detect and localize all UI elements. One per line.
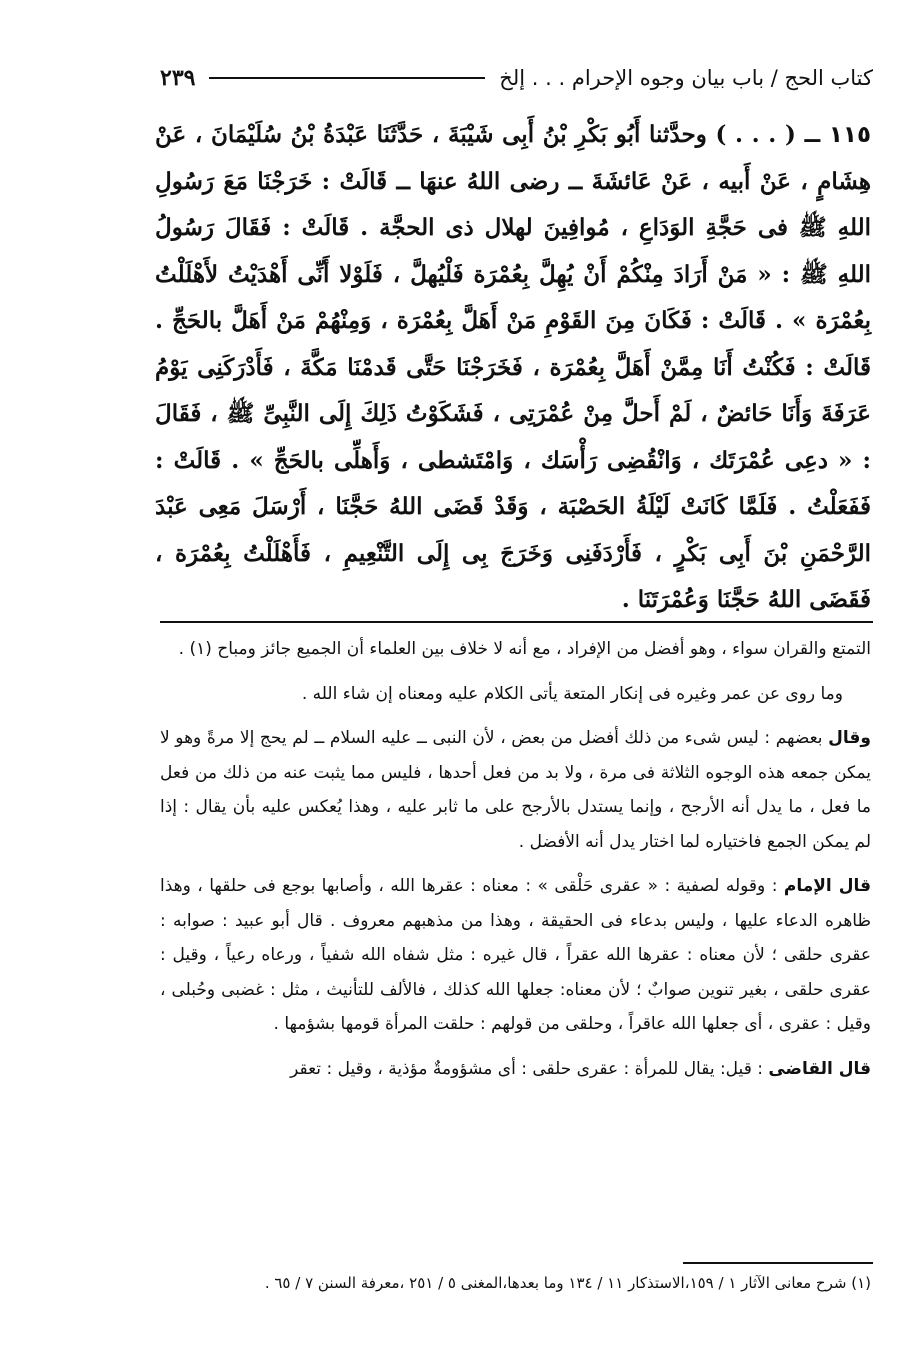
commentary-lead-5: قال القاضى [768,1058,871,1079]
commentary-divider [160,621,873,623]
commentary-text-1: التمتع والقران سواء ، وهو أفضل من الإفراد ، مع أنه لا خلاف بين العلماء أن الجميع جائز ومباح (١) . [178,639,871,659]
commentary-paragraph-4 [160,869,871,1042]
footnote-divider [683,1262,873,1264]
footnote-text: (١) شرح معانى الآثار ١ / ١٥٩،الاستذكار ١١ / ١٣٤ وما بعدها،المغنى ٥ / ٢٥١ ،معرفة السنن ٧ / ٦٥ . [264,1274,871,1292]
hadith-number: ١١٥ ــ [804,122,871,148]
commentary-lead-4: قال الإمام [783,876,871,896]
commentary-text-2: وما روى عن عمر وغيره فى إنكار المتعة يأتى الكلام عليه ومعناه إن شاء الله . [301,683,843,704]
header-rule [209,77,485,79]
commentary-text-3: بعضهم : ليس شىء من ذلك أفضل من بعض ، لأن النبى ــ عليه السلام ــ لم يحج إلا مرةً وهو لا يمكن جمعه هذه الوجوه الثلاثة فى مرة ، ولا بد من فعل أحدها ، فليس مما يثبت عنه من ذلك من فعل ما فعل ، ما يدل أنه الأرجح ، وإنما يستدل بالأرجح على ما ثابر عليه ، وهذا يُعكس عليه بأن يقال : إذا لم يمكن الجمع فاختياره لما اختار يدل أنه الأفضل . [160,728,871,852]
commentary-paragraph-5 [160,1052,871,1087]
hadith-text-block [155,112,871,624]
page-number: ٢٣٩ [160,65,196,91]
chapter-title: كتاب الحج / باب بيان وجوه الإحرام . . . إلخ [499,66,873,90]
footnote [160,1270,871,1296]
commentary-paragraph-1 [160,632,871,667]
commentary-lead-3: وقال [828,728,871,748]
running-header [160,62,873,94]
commentary-paragraph-2 [160,677,871,712]
hadith-text: ( . . . ) وحدَّثنا أَبُو بَكْرِ بْنُ أَبِى شَيْبَةَ ، حَدَّثَنَا عَبْدَةُ بْنُ سُلَيْمَانَ ، عَنْ هِشَامٍ ، عَنْ أَبيه ، عَنْ عَائشَةَ ــ رضى اللهُ عنهَا ــ قَالَتْ : خَرَجْنَا مَعَ رَسُولِ اللهِ ﷺ فى حَجَّةِ الوَدَاعِ ، مُوافِينَ لهلال ذى الحجَّة . قَالَتْ : فَقَالَ رَسُولُ اللهِ ﷺ : « مَنْ أَرَادَ مِنْكُمْ أَنْ يُهِلَّ بِعُمْرَة فَلْيُهلَّ ، فَلَوْلا أَنِّى أَهْدَيْتُ لأَهْلَلْتُ بِعُمْرَة » . قَالَتْ : فَكَانَ مِنَ القَوْمِ مَنْ أَهَلَّ بِعُمْرَة ، وَمِنْهُمْ مَنْ أَهَلَّ بالحَجِّ . قَالَتْ : فَكُنْتُ أَنَا مِمَّنْ أَهَلَّ بِعُمْرَة ، فَخَرَجْنَا حَتَّى قَدمْنَا مَكَّةَ ، فَأَدْرَكَنِى يَوْمُ عَرَفَةَ وَأَنَا حَائضٌ ، لَمْ أَحلَّ مِنْ عُمْرَتِى ، فَشَكَوْتُ ذَلِكَ إِلَى النَّبِىِّ ﷺ ، فَقَالَ : « دعِى عُمْرَتَك ، وَانْقُضِى رَأْسَك ، وَامْتَشطى ، وَأَهلِّى بالحَجِّ » . قَالَتْ : فَفَعَلْتُ . فَلَمَّا كَانَتْ لَيْلَةُ الحَصْبَة ، وَقَدْ قَضَى اللهُ حَجَّنَا ، أَرْسَلَ مَعِى عَبْدَ الرَّحْمَنِ بْنَ أَبِى بَكْرٍ ، فَأَرْدَفَنِى وَخَرَجَ بِى إِلَى التَّنْعِيمِ ، فَأَهْلَلْتُ بِعُمْرَة ، فَقَضَى اللهُ حَجَّنَا وَعُمْرَتَنَا . [155,121,871,613]
commentary-paragraph-3 [160,721,871,859]
commentary-block [160,632,871,1096]
commentary-text-4: : وقوله لصفية : « عقرى حَلْقى » : معناه : عقرها الله ، وأصابها بوجع فى حلقها ، وهذا ظاهره الدعاء عليها ، وليس بدعاء فى الحقيقة ، وهذا من مذهبهم معروف . قال أبو عبيد : صوابه : عقرى حلقى ؛ لأن معناه : عقرها الله عقراً ، قال غيره : مثل شفاه الله شفياً ، ورعاه رعياً ، وقيل : عقرى حلقى ، بغير تنوين صوابٌ ؛ لأن معناه: جعلها الله كذلك ، فالألف للتأنيث ، مثل : غضبى وحُبلى ، وقيل : عقرى ، أى جعلها الله عاقراً ، وحلقى من قولهم : حلقت المرأة قومها بشؤمها . [160,876,871,1034]
commentary-text-5: : قيل: يقال للمرأة : عقرى حلقى : أى مشؤومةٌ مؤذية ، وقيل : تعقر [290,1058,769,1079]
